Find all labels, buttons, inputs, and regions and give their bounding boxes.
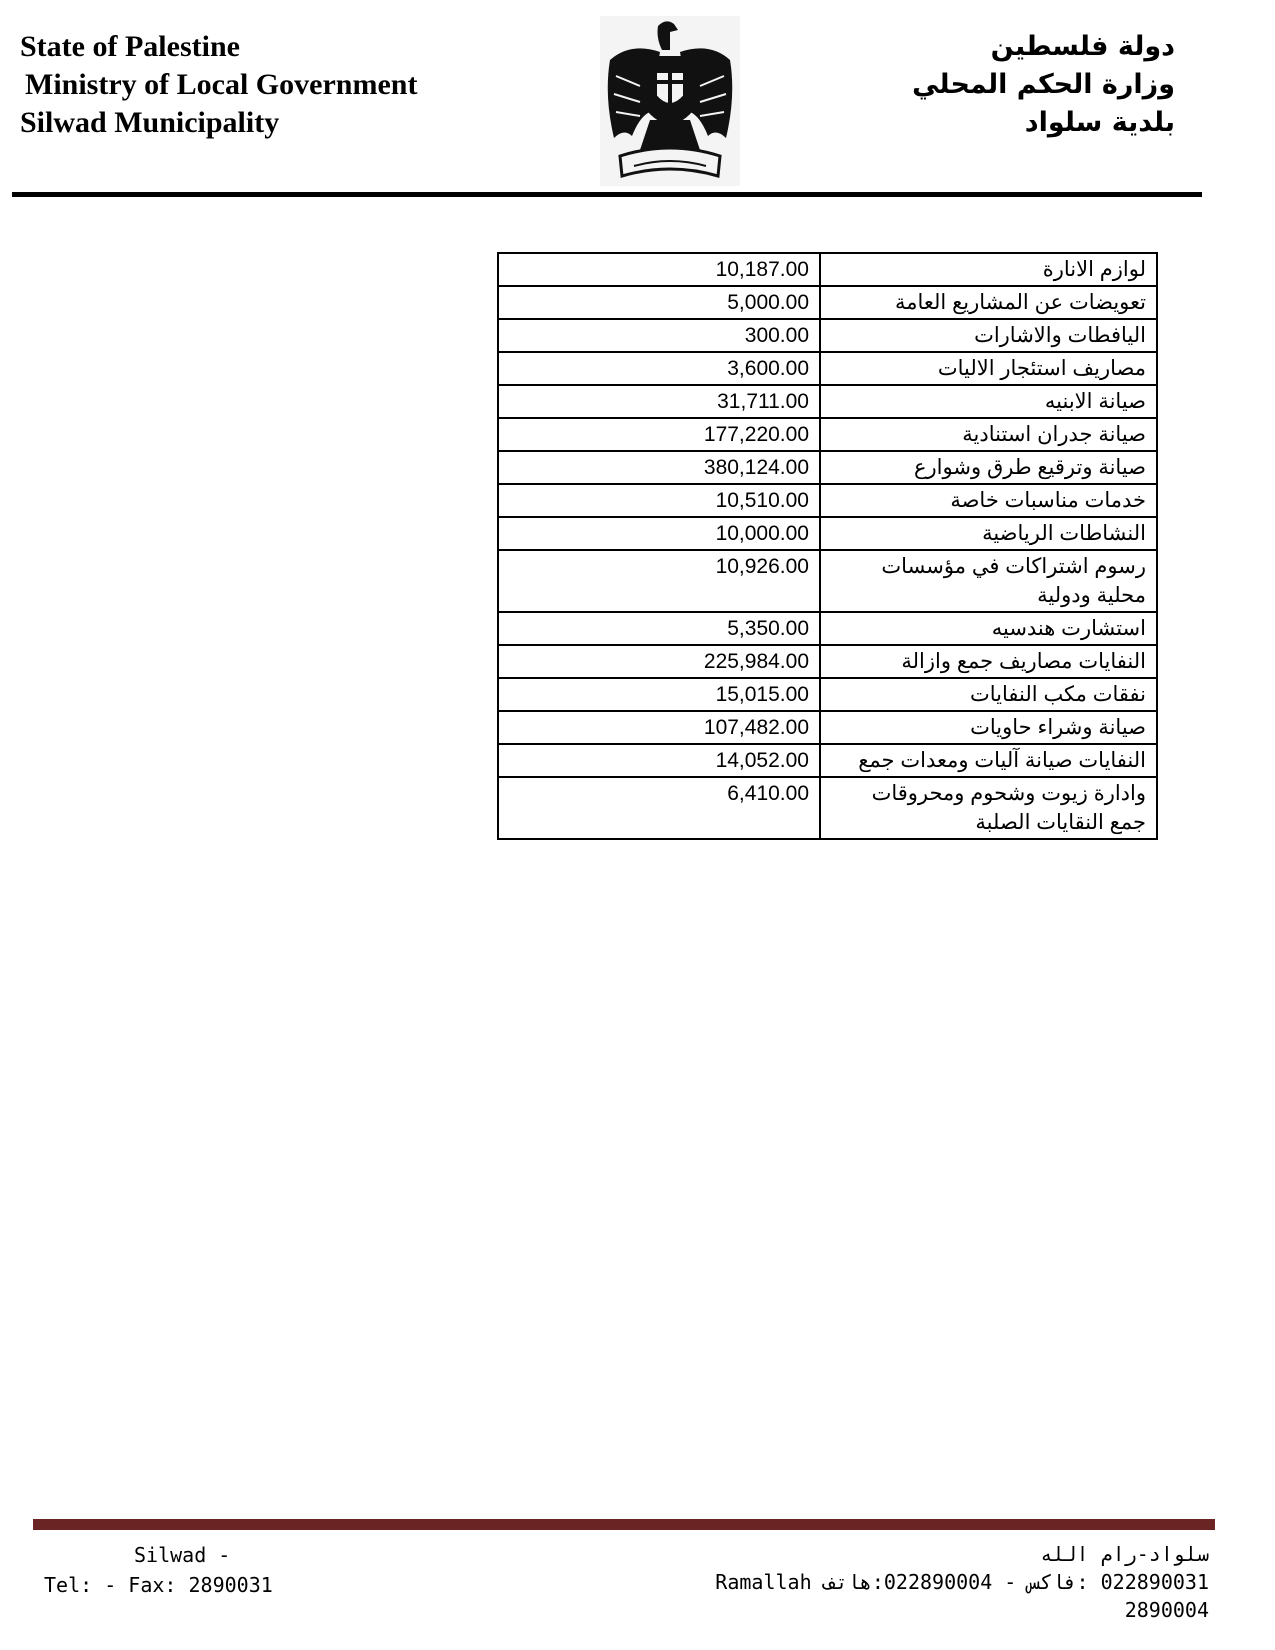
item-amount: 31,711.00 — [498, 385, 820, 418]
item-label: استشارت هندسيه — [820, 612, 1157, 645]
item-label: النفايات صيانة آليات ومعدات جمع — [820, 744, 1157, 777]
item-label: صيانة الابنيه — [820, 385, 1157, 418]
table-row — [498, 319, 1157, 352]
ministry-name-ar: وزارة الحكم المحلي — [912, 69, 1175, 100]
table-row — [498, 612, 1157, 645]
item-amount: 3,600.00 — [498, 352, 820, 385]
table-row — [498, 711, 1157, 744]
item-label: لوازم الانارة — [820, 253, 1157, 286]
table-row — [498, 550, 1157, 612]
item-label: صيانة وشراء حاويات — [820, 711, 1157, 744]
table-row — [498, 451, 1157, 484]
item-amount: 10,187.00 — [498, 253, 820, 286]
item-label: خدمات مناسبات خاصة — [820, 484, 1157, 517]
header-divider — [12, 192, 1202, 197]
item-amount: 300.00 — [498, 319, 820, 352]
country-name-en: State of Palestine — [20, 30, 240, 63]
footer-divider — [33, 1519, 1215, 1530]
item-label: صيانة وترقيع طرق وشوارع — [820, 451, 1157, 484]
table-row — [498, 744, 1157, 777]
municipality-name-ar: بلدية سلواد — [1024, 107, 1175, 138]
item-amount: 10,000.00 — [498, 517, 820, 550]
item-label: اليافطات والاشارات — [820, 319, 1157, 352]
table-row — [498, 352, 1157, 385]
table-row — [498, 418, 1157, 451]
municipality-name-en: Silwad Municipality — [20, 106, 280, 139]
footer-town-ar: سلواد-رام الله — [1040, 1542, 1209, 1566]
palestinian-eagle-emblem-icon — [600, 16, 740, 186]
table-row — [498, 484, 1157, 517]
footer-contact-en — [44, 1540, 273, 1600]
item-label: مصاريف استئجار الاليات — [820, 352, 1157, 385]
item-amount: 10,926.00 — [498, 550, 820, 612]
item-label: نفقات مكب النفايات — [820, 678, 1157, 711]
table-row — [498, 253, 1157, 286]
header-arabic-block — [912, 28, 1175, 142]
item-amount: 5,000.00 — [498, 286, 820, 319]
footer-contact-ar — [715, 1540, 1209, 1624]
table-row — [498, 517, 1157, 550]
item-amount: 5,350.00 — [498, 612, 820, 645]
item-amount: 15,015.00 — [498, 678, 820, 711]
table-row — [498, 385, 1157, 418]
item-label: صيانة جدران استنادية — [820, 418, 1157, 451]
country-name-ar: دولة فلسطين — [990, 31, 1175, 62]
table-row — [498, 777, 1157, 839]
item-amount: 6,410.00 — [498, 777, 820, 839]
table-row — [498, 645, 1157, 678]
item-amount: 380,124.00 — [498, 451, 820, 484]
item-label: تعويضات عن المشاريع العامة — [820, 286, 1157, 319]
item-label: رسوم اشتراكات في مؤسسات محلية ودولية — [820, 550, 1157, 612]
item-label: وادارة زيوت وشحوم ومحروقات جمع النقايات الصلبة — [820, 777, 1157, 839]
item-amount: 225,984.00 — [498, 645, 820, 678]
item-label: النفايات مصاريف جمع وازالة — [820, 645, 1157, 678]
item-amount: 14,052.00 — [498, 744, 820, 777]
table-row — [498, 286, 1157, 319]
header-english-block — [20, 28, 417, 142]
item-amount: 177,220.00 — [498, 418, 820, 451]
footer-phone-fax-ar: 022890031 :فاكس - 022890004:هاتف Ramallah — [715, 1570, 1209, 1594]
footer-town-en: Silwad - — [134, 1543, 231, 1567]
ministry-name-en: Ministry of Local Government — [25, 68, 418, 101]
table-row — [498, 678, 1157, 711]
item-amount: 107,482.00 — [498, 711, 820, 744]
item-label: النشاطات الرياضية — [820, 517, 1157, 550]
footer-phone-number: 2890004 — [1124, 1598, 1209, 1622]
footer-phone-fax-en: Tel: - Fax: 2890031 — [44, 1573, 273, 1597]
expense-items-table — [497, 252, 1158, 840]
item-amount: 10,510.00 — [498, 484, 820, 517]
